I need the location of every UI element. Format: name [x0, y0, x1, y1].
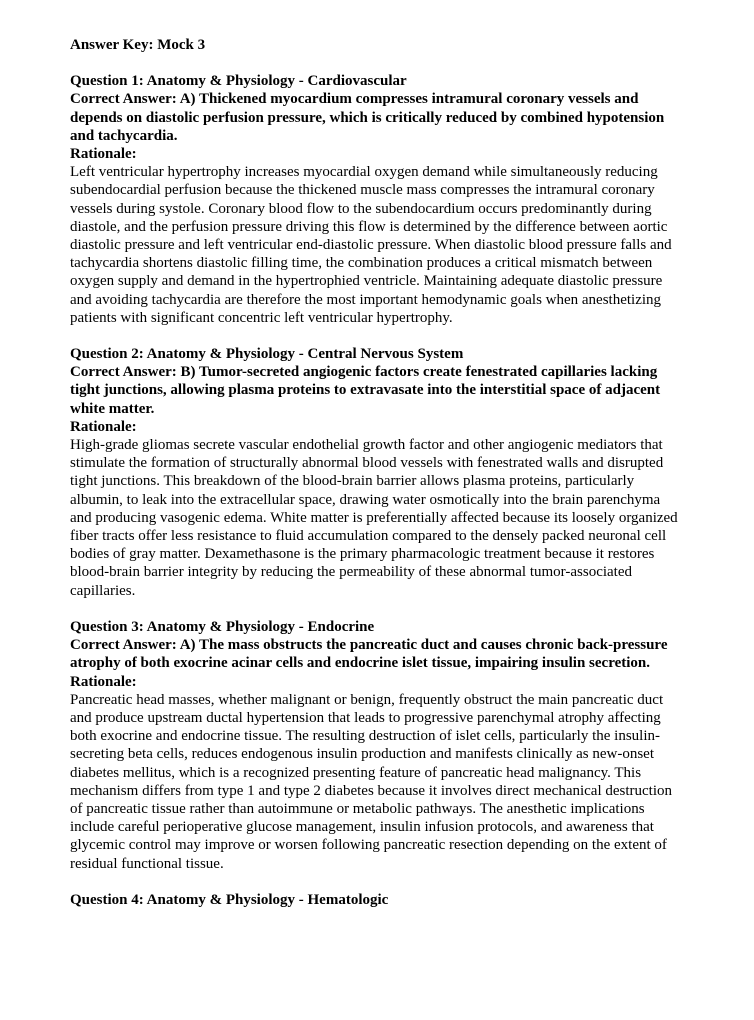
question-3-heading: Question 3: Anatomy & Physiology - Endocrine — [70, 618, 375, 635]
question-1-rationale-text: Left ventricular hypertrophy increases myocardial oxygen demand while simultaneously reducing subendocardial perfusion because the thickened muscle mass compresses the intramural coronary vessels during systole. Coronary blood flow to the subendocardium occurs predominantly during diastole, and the perfusion pressure driving this flow is determined by the difference between aortic diastolic pressure and left ventricular end-diastolic pressure. When diastolic blood pressure falls and tachycardia shortens diastolic filling time, the combination produces a critical mismatch between oxygen supply and demand in the hypertrophied ventricle. Maintaining adequate diastolic pressure and avoiding tachycardia are therefore the most important hemodynamic goals when anesthetizing patients with significant concentric left ventricular hypertrophy. — [70, 164, 672, 326]
answer-key-page — [70, 36, 680, 927]
question-1-correct-answer: Correct Answer: A) Thickened myocardium compresses intramural coronary vessels and depends on diastolic perfusion pressure, which is critically reduced by combined hypotension and tachycardia. — [70, 91, 665, 144]
question-3-rationale-text: Pancreatic head masses, whether malignant or benign, frequently obstruct the main pancreatic duct and produce upstream ductal hypertension that leads to progressive parenchymal atrophy affecting both exocrine and endocrine tissue. The resulting destruction of islet cells, particularly the insulin-secreting beta cells, reduces endogenous insulin production and manifests clinically as new-onset diabetes mellitus, which is a recognized presenting feature of pancreatic head malignancy. This mechanism differs from type 1 and type 2 diabetes because it involves direct mechanical destruction of pancreatic tissue rather than autoimmune or metabolic pathways. The anesthetic implications include careful perioperative glucose management, insulin infusion protocols, and awareness that glycemic control may improve or worsen following pancreatic resection depending on the extent of residual functional tissue. — [70, 691, 673, 872]
question-3-rationale-label: Rationale: — [70, 673, 137, 690]
question-4-section — [70, 891, 680, 909]
question-2-heading: Question 2: Anatomy & Physiology - Central Nervous System — [70, 346, 464, 363]
question-1-heading: Question 1: Anatomy & Physiology - Cardiovascular — [70, 73, 407, 90]
question-3-correct-answer: Correct Answer: A) The mass obstructs the pancreatic duct and causes chronic back-pressure atrophy of both exocrine acinar cells and endocrine islet tissue, impairing insulin secretion. — [70, 637, 668, 672]
question-4-heading: Question 4: Anatomy & Physiology - Hematologic — [70, 891, 389, 908]
question-1-section — [70, 72, 680, 327]
question-2-rationale-text: High-grade gliomas secrete vascular endothelial growth factor and other angiogenic mediators that stimulate the formation of structurally abnormal blood vessels with fenestrated walls and disrupted tight junctions. This breakdown of the blood-brain barrier allows plasma proteins, particularly albumin, to leak into the extracellular space, drawing water osmotically into the brain parenchyma and producing vasogenic edema. White matter is preferentially affected because its loosely organized fiber tracts offer less resistance to fluid accumulation compared to the densely packed neuronal cell bodies of gray matter. Dexamethasone is the primary pharmacologic treatment because it restores blood-brain barrier integrity by reducing the permeability of these abnormal tumor-associated capillaries. — [70, 437, 678, 599]
question-3-section — [70, 618, 680, 873]
question-1-rationale-label: Rationale: — [70, 146, 137, 163]
document-title: Answer Key: Mock 3 — [70, 37, 206, 53]
question-2-correct-answer: Correct Answer: B) Tumor-secreted angiogenic factors create fenestrated capillaries lacking tight junctions, allowing plasma proteins to extravasate into the interstitial space of adjacent white matter. — [70, 364, 661, 417]
question-2-rationale-label: Rationale: — [70, 418, 137, 435]
question-2-section — [70, 345, 680, 600]
